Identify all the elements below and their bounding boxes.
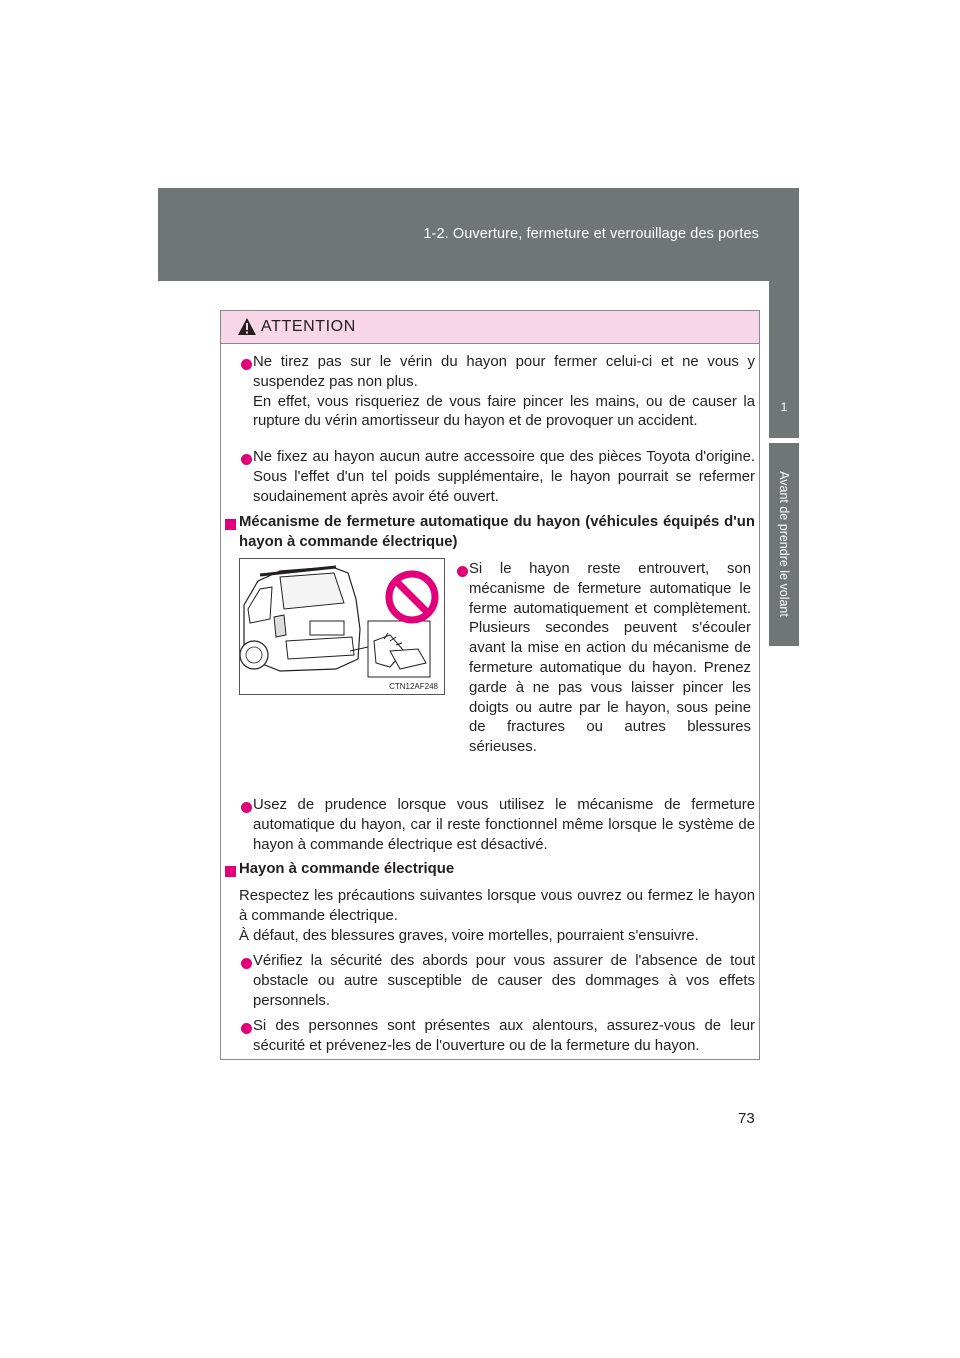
item-text: Ne fixez au hayon aucun autre accessoire que des pièces Toyota d'origine. Sous l'effet d'un tel poids supplémentaire, le hayon pourrait se refermer soudainement après avoir été ouvert. [253, 449, 755, 505]
section-title: 1-2. Ouverture, fermeture et verrouillage des portes [423, 226, 759, 242]
attention-title: ATTENTION [261, 318, 356, 335]
paragraph-text: Respectez les précautions suivantes lorsque vous ouvrez ou fermez le hayon à commande électrique. [239, 888, 755, 924]
figure-code: CTN12AF248 [389, 682, 438, 691]
chapter-tab [769, 188, 799, 438]
bullet-dot [241, 958, 252, 969]
item-text: Ne tirez pas sur le vérin du hayon pour fermer celui-ci et ne vous y suspendez pas non plus. [253, 354, 755, 390]
chapter-label-tab [769, 443, 799, 646]
attention-header [221, 311, 759, 344]
section-heading: Hayon à commande électrique [239, 861, 455, 877]
tailgate-figure [239, 558, 445, 695]
warning-triangle-icon [237, 317, 257, 336]
item-text: En effet, vous risqueriez de vous faire pincer les mains, ou de causer la rupture du vérin amortisseur du hayon et de provoquer un accident. [253, 393, 755, 430]
list-item [253, 353, 755, 432]
list-item: Si des personnes sont présentes aux alentours, assurez-vous de leur sécurité et prévenez-les de l'ouverture ou de la fermeture du hayon. [253, 1018, 755, 1054]
prohibition-icon [384, 569, 440, 625]
heading-square [225, 866, 236, 877]
bullet-dot [241, 359, 252, 370]
list-item [253, 448, 755, 507]
attention-content [221, 344, 759, 1059]
bullet-dot [457, 566, 468, 577]
page-number: 73 [738, 1110, 755, 1127]
section-heading: Mécanisme de fermeture automatique du hayon (véhicules équipés d'un hayon à commande électrique) [239, 514, 755, 550]
list-item: Si le hayon reste entrouvert, son mécanisme de fermeture automatique le ferme automatiquement et complètement. Plusieurs secondes peuvent s'écouler avant la mise en action du mécanisme de fermeture automatique du hayon. Prenez garde à ne pas vous laisser pincer les doigts ou autre par le hayon, sous peine de fractures ou autres blessures sérieuses. [469, 561, 751, 756]
bullet-dot [241, 1023, 252, 1034]
bullet-dot [241, 454, 252, 465]
paragraph [239, 887, 755, 946]
chapter-number: 1 [780, 400, 788, 414]
attention-box [220, 310, 760, 1060]
bullet-dot [241, 802, 252, 813]
list-item: Usez de prudence lorsque vous utilisez le mécanisme de fermeture automatique du hayon, car il reste fonctionnel même lorsque le système de hayon à commande électrique est désactivé. [253, 797, 755, 853]
list-item: Vérifiez la sécurité des abords pour vous assurer de l'absence de tout obstacle ou autre susceptible de causer des dommages à vos effets personnels. [253, 953, 755, 1009]
header-band [158, 188, 799, 281]
paragraph-text: À défaut, des blessures graves, voire mortelles, pourraient s'ensuivre. [239, 927, 699, 944]
chapter-label: Avant de prendre le volant [777, 471, 791, 617]
heading-square [225, 519, 236, 530]
